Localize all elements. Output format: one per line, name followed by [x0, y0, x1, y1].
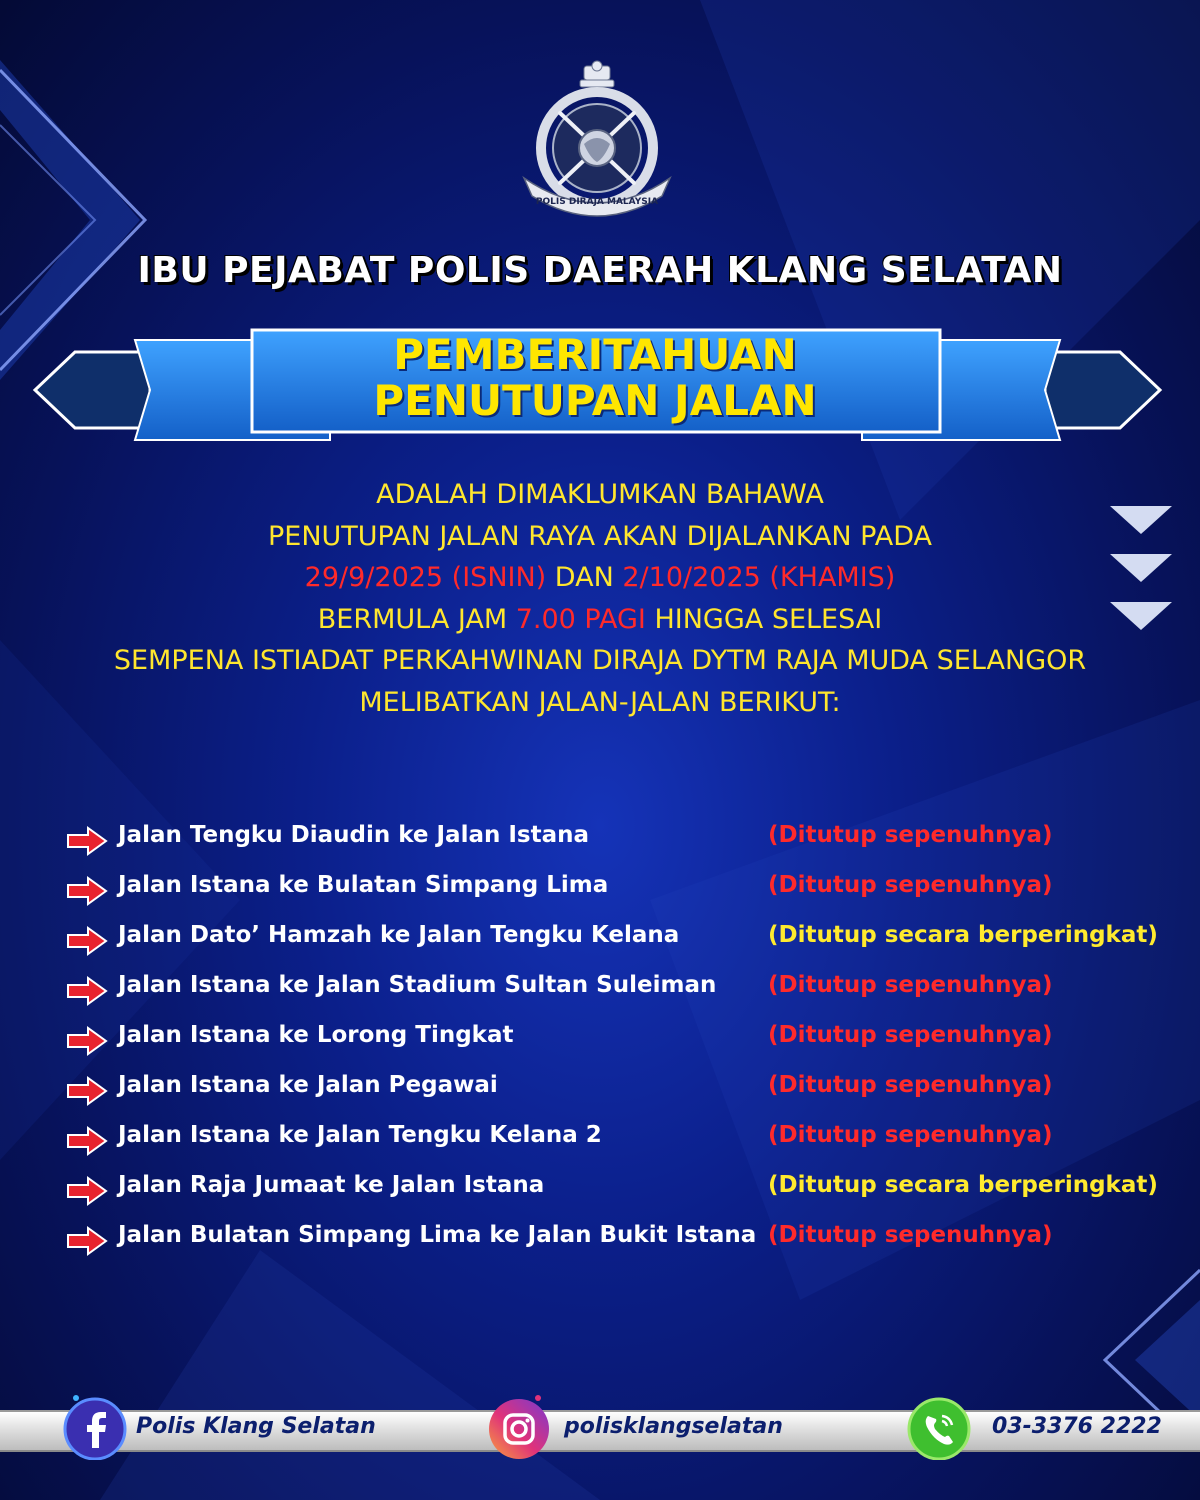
road-name: Jalan Bulatan Simpang Lima ke Jalan Bukit Istana [118, 1222, 757, 1248]
road-status: (Ditutup sepenuhnya) [768, 1072, 1053, 1098]
right-arrow-icon [66, 926, 108, 956]
road-row [66, 968, 1176, 1018]
facebook-link[interactable]: Polis Klang Selatan [136, 1414, 376, 1439]
right-arrow-icon [66, 1076, 108, 1106]
road-status: (Ditutup sepenuhnya) [768, 972, 1053, 998]
road-status: (Ditutup sepenuhnya) [768, 872, 1053, 898]
road-status: (Ditutup secara berperingkat) [768, 1172, 1158, 1198]
notice-text [40, 474, 1160, 723]
road-name: Jalan Istana ke Jalan Pegawai [118, 1072, 498, 1098]
notice-time-prefix: BERMULA JAM [317, 603, 516, 635]
right-arrow-icon [66, 1176, 108, 1206]
crest-motto: POLIS DIRAJA MALAYSIA [535, 197, 659, 207]
notice-date-1: 29/9/2025 (ISNIN) [304, 562, 547, 593]
phone-icon[interactable] [906, 1394, 972, 1460]
right-arrow-icon [66, 1126, 108, 1156]
road-status: (Ditutup sepenuhnya) [768, 1122, 1053, 1148]
road-status: (Ditutup sepenuhnya) [768, 822, 1053, 848]
down-arrows-icon [1108, 504, 1174, 636]
road-row [66, 1218, 1176, 1268]
notice-date-2: 2/10/2025 (KHAMIS) [622, 562, 896, 593]
road-name: Jalan Tengku Diaudin ke Jalan Istana [118, 822, 590, 848]
right-arrow-icon [66, 876, 108, 906]
right-arrow-icon [66, 1226, 108, 1256]
road-row [66, 1168, 1176, 1218]
road-name: Jalan Istana ke Jalan Tengku Kelana 2 [118, 1122, 602, 1148]
road-row [66, 1068, 1176, 1118]
road-name: Jalan Dato’ Hamzah ke Jalan Tengku Kelana [118, 922, 680, 948]
road-row [66, 1118, 1176, 1168]
banner-title [330, 332, 860, 424]
banner-title-line2: PENUTUPAN JALAN [373, 376, 817, 425]
notice-time [40, 599, 1160, 641]
right-arrow-icon [66, 826, 108, 856]
notice-dates [40, 557, 1160, 599]
road-status: (Ditutup secara berperingkat) [768, 922, 1158, 948]
facebook-icon[interactable] [62, 1394, 128, 1460]
notice-date-joiner: DAN [546, 562, 623, 593]
road-row [66, 918, 1176, 968]
road-row [66, 1018, 1176, 1068]
road-name: Jalan Istana ke Bulatan Simpang Lima [118, 872, 609, 898]
road-status: (Ditutup sepenuhnya) [768, 1222, 1053, 1248]
notice-time-suffix: HINGGA SELESAI [645, 603, 883, 635]
organization-title: IBU PEJABAT POLIS DAERAH KLANG SELATAN [137, 250, 1063, 291]
phone-number[interactable]: 03-3376 2222 [992, 1414, 1162, 1439]
notice-line: PENUTUPAN JALAN RAYA AKAN DIJALANKAN PADA [267, 520, 932, 552]
road-row [66, 868, 1176, 918]
notice-line: MELIBATKAN JALAN-JALAN BERIKUT: [359, 686, 841, 718]
notice-line: SEMPENA ISTIADAT PERKAHWINAN DIRAJA DYTM RAJA MUDA SELANGOR [113, 645, 1087, 676]
instagram-icon[interactable] [486, 1394, 552, 1460]
road-name: Jalan Istana ke Jalan Stadium Sultan Suleiman [118, 972, 717, 998]
instagram-link[interactable]: polisklangselatan [564, 1414, 783, 1439]
notice-time-value: 7.00 PAGI [515, 603, 646, 635]
road-name: Jalan Istana ke Lorong Tingkat [118, 1022, 514, 1048]
road-status: (Ditutup sepenuhnya) [768, 1022, 1053, 1048]
road-name: Jalan Raja Jumaat ke Jalan Istana [118, 1172, 545, 1198]
road-row [66, 818, 1176, 868]
right-arrow-icon [66, 1026, 108, 1056]
banner-title-line1: PEMBERITAHUAN [393, 330, 797, 379]
road-closure-list [66, 818, 1176, 1268]
notice-line: ADALAH DIMAKLUMKAN BAHAWA [376, 479, 824, 510]
police-crest-logo [512, 58, 682, 218]
right-arrow-icon [66, 976, 108, 1006]
